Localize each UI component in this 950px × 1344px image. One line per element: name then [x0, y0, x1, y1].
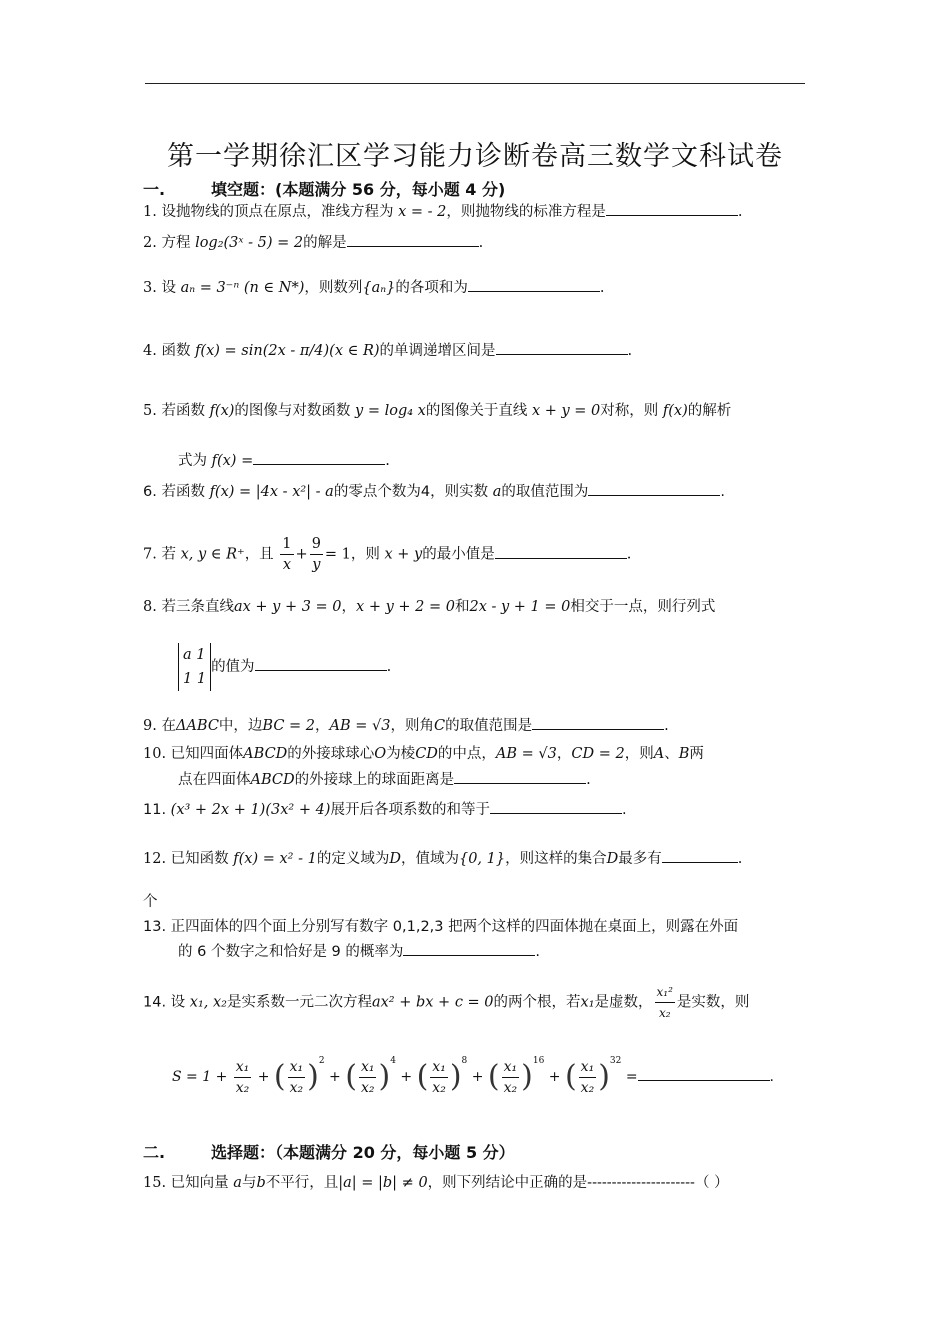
- section-fill-in: [143, 177, 505, 200]
- question-4: [143, 340, 632, 362]
- period: .: [599, 280, 605, 296]
- paren: ): [521, 1059, 533, 1094]
- paren: (: [345, 1059, 357, 1094]
- numerator: x₁: [430, 1057, 448, 1078]
- math-expression: log₂(3ˣ - 5) = 2: [195, 235, 304, 251]
- question-text: 的各项和为: [395, 280, 468, 296]
- question-text: 8. 若三条直线: [143, 599, 234, 615]
- exponent: 16: [532, 1056, 545, 1066]
- question-text: 的解是: [303, 235, 347, 251]
- math-expression: (x³ + 2x + 1)(3x² + 4): [170, 802, 331, 818]
- numerator: 1: [280, 534, 293, 555]
- math-expression: ax² + bx + c = 0: [371, 994, 494, 1011]
- question-text: 10. 已知四面体: [143, 746, 244, 762]
- question-10-line2: [178, 769, 591, 791]
- math-expression: O: [374, 746, 387, 762]
- math-expression: |a| = |b| ≠ 0: [338, 1175, 428, 1191]
- question-text: 的值为: [211, 659, 255, 675]
- answer-blank[interactable]: [347, 232, 479, 247]
- answer-blank[interactable]: [496, 340, 628, 355]
- question-text: 的中点，: [437, 746, 496, 762]
- question-text: 9. 在: [143, 718, 176, 734]
- question-text: ，则角: [390, 718, 435, 734]
- math-expression: x, y ∈ R⁺: [180, 546, 245, 563]
- question-10: [143, 743, 704, 765]
- question-text: 中，边: [218, 718, 263, 734]
- period: .: [737, 851, 743, 867]
- numerator: x₁: [579, 1057, 597, 1078]
- question-text: 的取值范围为: [501, 484, 589, 500]
- denominator: x₂: [289, 1079, 304, 1096]
- math-expression: AB = √3: [495, 746, 557, 762]
- math-expression: f(x): [209, 403, 235, 419]
- question-text: 3. 设: [143, 280, 176, 296]
- period: .: [478, 235, 484, 251]
- question-12: [143, 848, 742, 870]
- paren: (: [564, 1059, 577, 1094]
- math-expression: x₁: [580, 994, 595, 1011]
- math-expression: f(x) =: [211, 453, 254, 469]
- numerator: x₁: [359, 1057, 377, 1078]
- question-text: 1. 设抛物线的顶点在原点，准线方程为: [143, 204, 394, 220]
- math-expression: D: [389, 851, 401, 867]
- exponent: 2: [318, 1056, 325, 1066]
- math-expression: x + y = 0: [531, 403, 601, 419]
- answer-blank[interactable]: [403, 941, 535, 956]
- period: .: [385, 453, 390, 469]
- fraction: [288, 1057, 306, 1098]
- sum-expression: S = 1 + $\frac{\text{x₁}}{\text{x₂}}$ + ( $\frac{\text{x₁}}{\text{x₂}}$ )$^2$ + ( $\frac{\text{x₁}}{\text{x₂}}$ )$^4$ + ( $\frac{\text{x₁}}{\text{x₂}}$ )$^8$ + ( $\frac{\text{x₁}}{\text{x₂}}$ )$^{16}$ + ( $\frac{\text{x₁}}{\text{x₂}}$ )$^{32}$ = .: [172, 1056, 774, 1096]
- question-text: 7. 若: [143, 546, 176, 563]
- denominator: x₂: [503, 1079, 518, 1096]
- paren: ): [598, 1059, 610, 1094]
- math-expression: B: [678, 746, 690, 762]
- question-text: 的单调递增区间是: [379, 343, 496, 359]
- question-text: 、: [664, 746, 679, 762]
- section-label: 选择题：（本题满分 20 分，每小题 5 分）: [211, 1143, 515, 1162]
- question-3: [143, 277, 604, 299]
- question-15: [143, 1172, 729, 1194]
- denominator: x₂: [658, 1006, 671, 1020]
- math-expression: = 1: [324, 546, 351, 563]
- denominator: x: [282, 557, 291, 573]
- math-expression: x + y + 2 = 0: [356, 599, 455, 615]
- numerator: x₁: [502, 1057, 520, 1078]
- math-expression: x₁, x₂: [189, 994, 227, 1011]
- denominator: x₂: [580, 1079, 595, 1096]
- determinant-row: a 1: [183, 647, 206, 663]
- denominator: y: [312, 557, 321, 573]
- answer-blank[interactable]: [490, 799, 622, 814]
- answer-blank[interactable]: [588, 481, 720, 496]
- paren: (: [273, 1059, 286, 1094]
- question-text: 12. 已知函数: [143, 851, 229, 867]
- period: .: [720, 484, 725, 500]
- section-multiple-choice: [143, 1140, 515, 1163]
- section-label: 填空题：(本题满分 56 分，每小题 4 分): [211, 180, 506, 199]
- question-11: [143, 799, 627, 821]
- fraction: [502, 1057, 520, 1098]
- question-1: [143, 201, 742, 223]
- question-text: ，: [556, 746, 572, 762]
- determinant: [178, 643, 211, 691]
- denominator: x₂: [235, 1079, 250, 1096]
- math-expression: S = 1 +: [172, 1069, 228, 1085]
- math-expression: x + y: [384, 546, 423, 563]
- math-expression: AB = √3: [329, 718, 391, 734]
- question-text: 4. 函数: [143, 343, 191, 359]
- question-text: ，则: [350, 546, 380, 563]
- numerator: x₁²: [655, 982, 675, 1003]
- math-expression: f(x) = |4x - x²| - a: [209, 484, 334, 500]
- fraction: [234, 1057, 252, 1098]
- question-text: 不平行，且: [265, 1175, 339, 1191]
- answer-blank[interactable]: [454, 769, 586, 784]
- question-text: 的解析: [687, 403, 732, 419]
- fraction: [280, 534, 293, 575]
- question-6: [143, 481, 725, 503]
- question-text: 的最小值是: [422, 546, 495, 563]
- period: .: [737, 204, 743, 220]
- numerator: x₁: [288, 1057, 306, 1078]
- denominator: x₂: [360, 1079, 375, 1096]
- math-expression: f(x) = sin(2x - π/4)(x ∈ R): [195, 343, 380, 359]
- math-expression: ABCD: [250, 772, 295, 788]
- math-expression: {aₙ}: [362, 280, 396, 296]
- exponent: 8: [461, 1056, 468, 1066]
- question-14: [143, 982, 749, 1023]
- question-12-line2: [143, 891, 158, 913]
- question-text: 是实系数一元二次方程: [226, 994, 372, 1011]
- question-text: 为棱: [386, 746, 416, 762]
- question-text: 与: [241, 1175, 257, 1191]
- question-text: 11.: [143, 802, 167, 818]
- period: .: [769, 1069, 774, 1085]
- period: .: [627, 343, 633, 359]
- math-expression: ABCD: [243, 746, 288, 762]
- question-text: 的零点个数为4，则实数: [333, 484, 489, 500]
- question-text: ，值域为: [400, 851, 459, 867]
- answer-blank[interactable]: [638, 1066, 770, 1081]
- math-expression: aₙ = 3⁻ⁿ (n ∈ N*): [180, 280, 305, 296]
- math-expression: CD: [415, 746, 438, 762]
- operator: +: [295, 546, 308, 563]
- math-expression: f(x): [662, 403, 688, 419]
- question-5-line2: [178, 450, 390, 472]
- period: .: [535, 944, 540, 960]
- period: .: [586, 772, 591, 788]
- paren: ): [307, 1059, 319, 1094]
- exponent: 32: [609, 1056, 622, 1066]
- question-13-line2: [178, 941, 540, 963]
- page-title: 第一学期徐汇区学习能力诊断卷高三数学文科试卷: [167, 141, 783, 172]
- question-text: 的外接球球心: [287, 746, 375, 762]
- question-text: 式为: [178, 453, 207, 469]
- question-text: ，则抛物线的标准方程是: [446, 204, 606, 220]
- question-7: [143, 534, 631, 575]
- math-expression: {0, 1}: [458, 851, 506, 867]
- question-13: [143, 916, 738, 938]
- question-text: ，: [341, 599, 357, 615]
- answer-blank[interactable]: [468, 277, 600, 292]
- question-text: 展开后各项系数的和等于: [330, 802, 490, 818]
- question-text: 的取值范围是: [445, 718, 533, 734]
- question-text: 是虚数，: [594, 994, 653, 1011]
- fraction: [310, 534, 323, 575]
- question-text: 两: [689, 746, 704, 762]
- question-text: ，且: [244, 546, 274, 563]
- math-expression: CD = 2: [571, 746, 625, 762]
- question-9: [143, 715, 669, 737]
- question-text: 6. 若函数: [143, 484, 205, 500]
- section-number: 二.: [143, 1143, 166, 1162]
- math-expression: 2x - y + 1 = 0: [469, 599, 571, 615]
- question-text: 点在四面体: [178, 772, 251, 788]
- question-text: ，则下列结论中正确的是----------------------（ ）: [427, 1175, 729, 1191]
- question-text: 个: [143, 894, 158, 910]
- period: .: [626, 546, 632, 563]
- fraction: [430, 1057, 448, 1098]
- question-text: 15. 已知向量: [143, 1175, 229, 1191]
- question-text: 的外接球上的球面距离是: [294, 772, 455, 788]
- header-rule: [145, 83, 805, 84]
- math-expression: a: [492, 484, 502, 500]
- question-text: ，则: [624, 746, 654, 762]
- math-expression: A: [653, 746, 665, 762]
- question-text: ，则这样的集合: [505, 851, 607, 867]
- period: .: [664, 718, 669, 734]
- question-text: 的定义域为: [316, 851, 390, 867]
- answer-blank[interactable]: [606, 201, 738, 216]
- math-expression: D: [606, 851, 619, 867]
- math-expression: f(x) = x² - 1: [233, 851, 317, 867]
- section-number: 一.: [143, 180, 166, 199]
- question-text: 的图像关于直线: [425, 403, 528, 419]
- math-expression: =: [625, 1069, 638, 1085]
- question-text: 14. 设: [143, 994, 186, 1011]
- question-5: [143, 400, 731, 422]
- numerator: 9: [310, 534, 323, 555]
- question-text: 5. 若函数: [143, 403, 205, 419]
- question-2: [143, 232, 483, 254]
- answer-blank[interactable]: [255, 656, 387, 671]
- question-text: 的两个根，若: [493, 994, 581, 1011]
- question-text: 相交于一点，则行列式: [570, 599, 716, 615]
- denominator: x₂: [432, 1079, 446, 1096]
- question-text: 是实数，则: [676, 994, 750, 1011]
- question-text: 最多有: [618, 851, 662, 867]
- paren: ): [449, 1059, 462, 1094]
- math-expression: a: [233, 1175, 242, 1191]
- determinant-row: 1 1: [183, 671, 207, 687]
- period: .: [386, 659, 392, 675]
- math-expression: b: [256, 1175, 266, 1191]
- answer-blank[interactable]: [495, 544, 627, 559]
- math-expression: ΔABC: [175, 718, 219, 734]
- question-8-line2: [178, 643, 391, 691]
- question-text: 2. 方程: [143, 235, 191, 251]
- paren: (: [416, 1059, 429, 1094]
- math-expression: ax + y + 3 = 0: [233, 599, 342, 615]
- question-text: 的 6 个数字之和恰好是 9 的概率为: [178, 944, 404, 960]
- question-text: 和: [454, 599, 470, 615]
- exponent: 4: [390, 1056, 396, 1066]
- numerator: x₁: [234, 1057, 252, 1078]
- fraction: [359, 1057, 377, 1098]
- math-expression: x = - 2: [398, 204, 447, 220]
- math-expression: C: [434, 718, 446, 734]
- answer-blank[interactable]: [532, 715, 664, 730]
- paren: (: [487, 1059, 500, 1094]
- answer-blank[interactable]: [253, 450, 385, 465]
- fraction: [655, 982, 675, 1023]
- question-text: ，则数列: [304, 280, 363, 296]
- question-text: 对称，则: [600, 403, 659, 419]
- paren: ): [378, 1059, 391, 1094]
- question-text: 的图像与对数函数: [234, 403, 351, 419]
- question-8: [143, 596, 715, 618]
- math-expression: y = log₄ x: [355, 403, 426, 419]
- fraction: [579, 1057, 597, 1098]
- question-text: 13. 正四面体的四个面上分别写有数字 0,1,2,3 把两个这样的四面体抛在桌面上，则露在外面: [143, 919, 739, 935]
- math-expression: BC = 2: [262, 718, 316, 734]
- question-text: ，: [315, 718, 330, 734]
- period: .: [621, 802, 627, 818]
- answer-blank[interactable]: [662, 848, 738, 863]
